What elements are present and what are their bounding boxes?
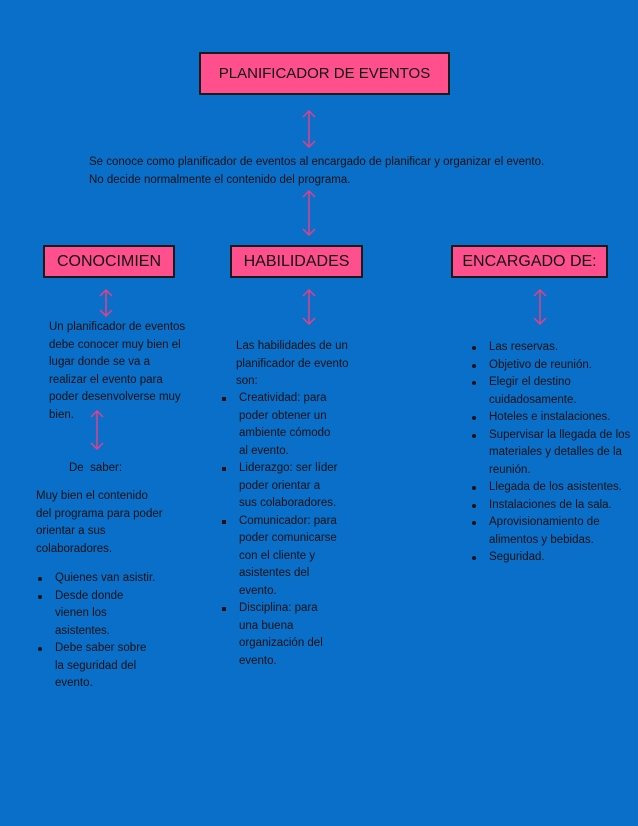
habilidades-list — [219, 390, 339, 670]
category-label: HABILIDADES — [243, 252, 350, 270]
list-item: Comunicador: para poder comunicarse con el cliente y asistentes del evento. — [219, 513, 339, 601]
encargado-list — [469, 339, 631, 567]
double-arrow-icon — [99, 289, 113, 317]
list-item: Instalaciones de la sala. — [469, 497, 631, 515]
muy-bien-text: Muy bien el contenido del programa para poder orientar a sus colaboradores. — [36, 490, 163, 555]
saber-list — [35, 570, 175, 693]
list-item: Objetivo de reunión. — [469, 357, 631, 375]
category-box-conocimien — [43, 245, 175, 278]
list-item: Seguridad. — [469, 549, 631, 567]
category-label: CONOCIMIEN — [57, 252, 161, 270]
double-arrow-icon — [302, 190, 316, 236]
intro-line: Se conoce como planificador de eventos al encargado de planificar y organizar el evento. — [89, 156, 545, 168]
list-item: Elegir el destino cuidadosamente. — [469, 374, 599, 409]
list-item: Liderazgo: ser líder poder orientar a sus colaboradores. — [219, 460, 339, 513]
intro-text — [89, 153, 559, 189]
category-box-encargado — [451, 245, 608, 278]
list-item: Disciplina: para una buena organización del evento. — [219, 600, 339, 670]
list-item: Hoteles e instalaciones. — [469, 409, 631, 427]
habilidades-intro: Las habilidades de un planificador de evento son: — [236, 340, 349, 387]
list-item: Creatividad: para poder obtener un ambiente cómodo al evento. — [219, 390, 339, 460]
list-item: Llegada de los asistentes. — [469, 479, 631, 497]
list-item: Aprovisionamiento de alimentos y bebidas. — [469, 514, 614, 549]
list-item: Supervisar la llegada de los materiales y detalles de la reunión. — [469, 427, 631, 480]
category-box-habilidades — [230, 245, 363, 278]
intro-line: No decide normalmente el contenido del programa. — [89, 174, 351, 186]
list-item: Quienes van asistir. — [35, 570, 175, 588]
list-item: Las reservas. — [469, 339, 631, 357]
category-label: ENCARGADO DE: — [462, 252, 597, 270]
double-arrow-icon — [302, 289, 316, 325]
list-item: Debe saber sobre la seguridad del evento. — [35, 640, 153, 693]
title-label: PLANIFICADOR DE EVENTOS — [218, 65, 431, 82]
title-box — [199, 52, 450, 95]
conocimiento-text: Un planificador de eventos debe conocer muy bien el lugar donde se va a realizar el evento para poder desenvolverse muy bien. — [49, 321, 186, 421]
double-arrow-icon — [533, 289, 547, 325]
double-arrow-icon — [302, 110, 316, 148]
list-item: Desde donde vienen los asistentes. — [35, 588, 141, 641]
de-saber-label: De saber: — [69, 462, 123, 474]
